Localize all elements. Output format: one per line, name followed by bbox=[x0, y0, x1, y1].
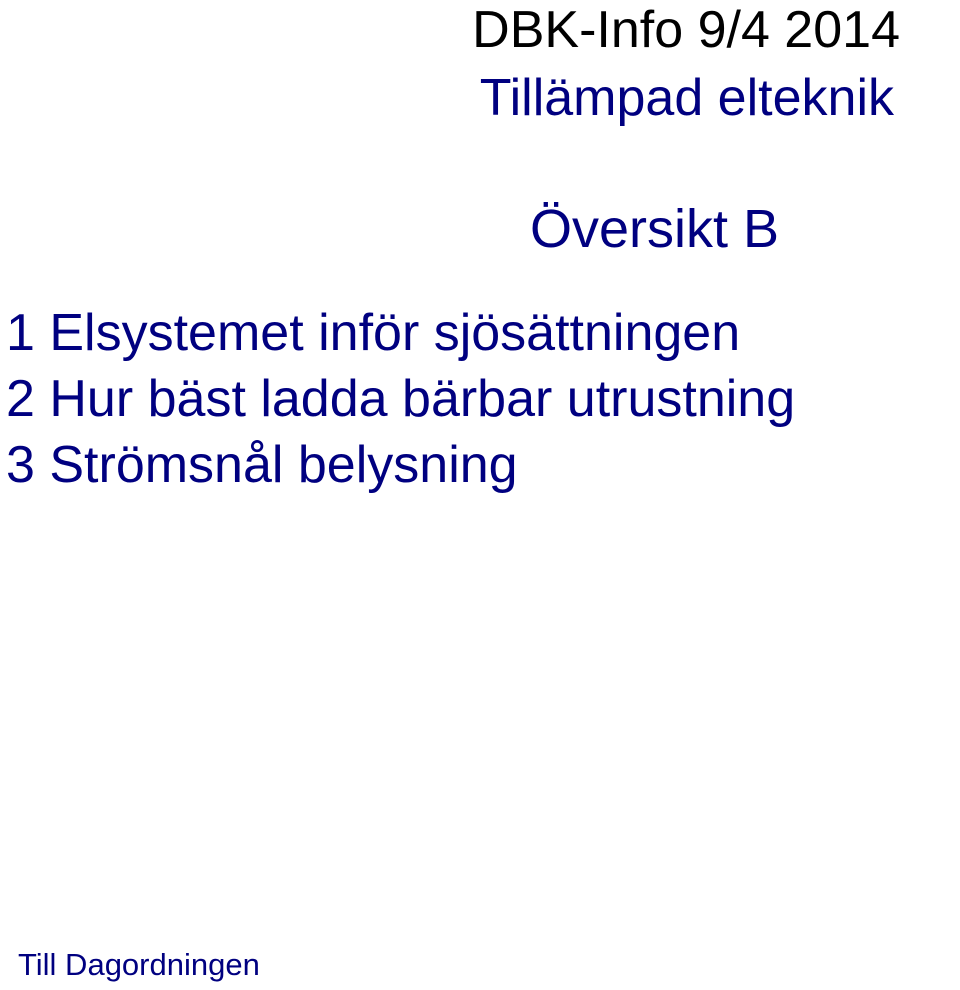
section-heading: Översikt B bbox=[530, 199, 780, 259]
header-subject: Tillämpad elteknik bbox=[479, 69, 894, 127]
agenda-item-1: 1 Elsystemet inför sjösättningen bbox=[6, 304, 741, 362]
header-title: DBK-Info 9/4 2014 bbox=[472, 1, 900, 59]
back-to-agenda-link[interactable]: Till Dagordningen bbox=[18, 947, 260, 982]
agenda-list bbox=[6, 300, 795, 498]
agenda-item-3: 3 Strömsnål belysning bbox=[6, 436, 518, 494]
agenda-item-2: 2 Hur bäst ladda bärbar utrustning bbox=[6, 370, 796, 428]
